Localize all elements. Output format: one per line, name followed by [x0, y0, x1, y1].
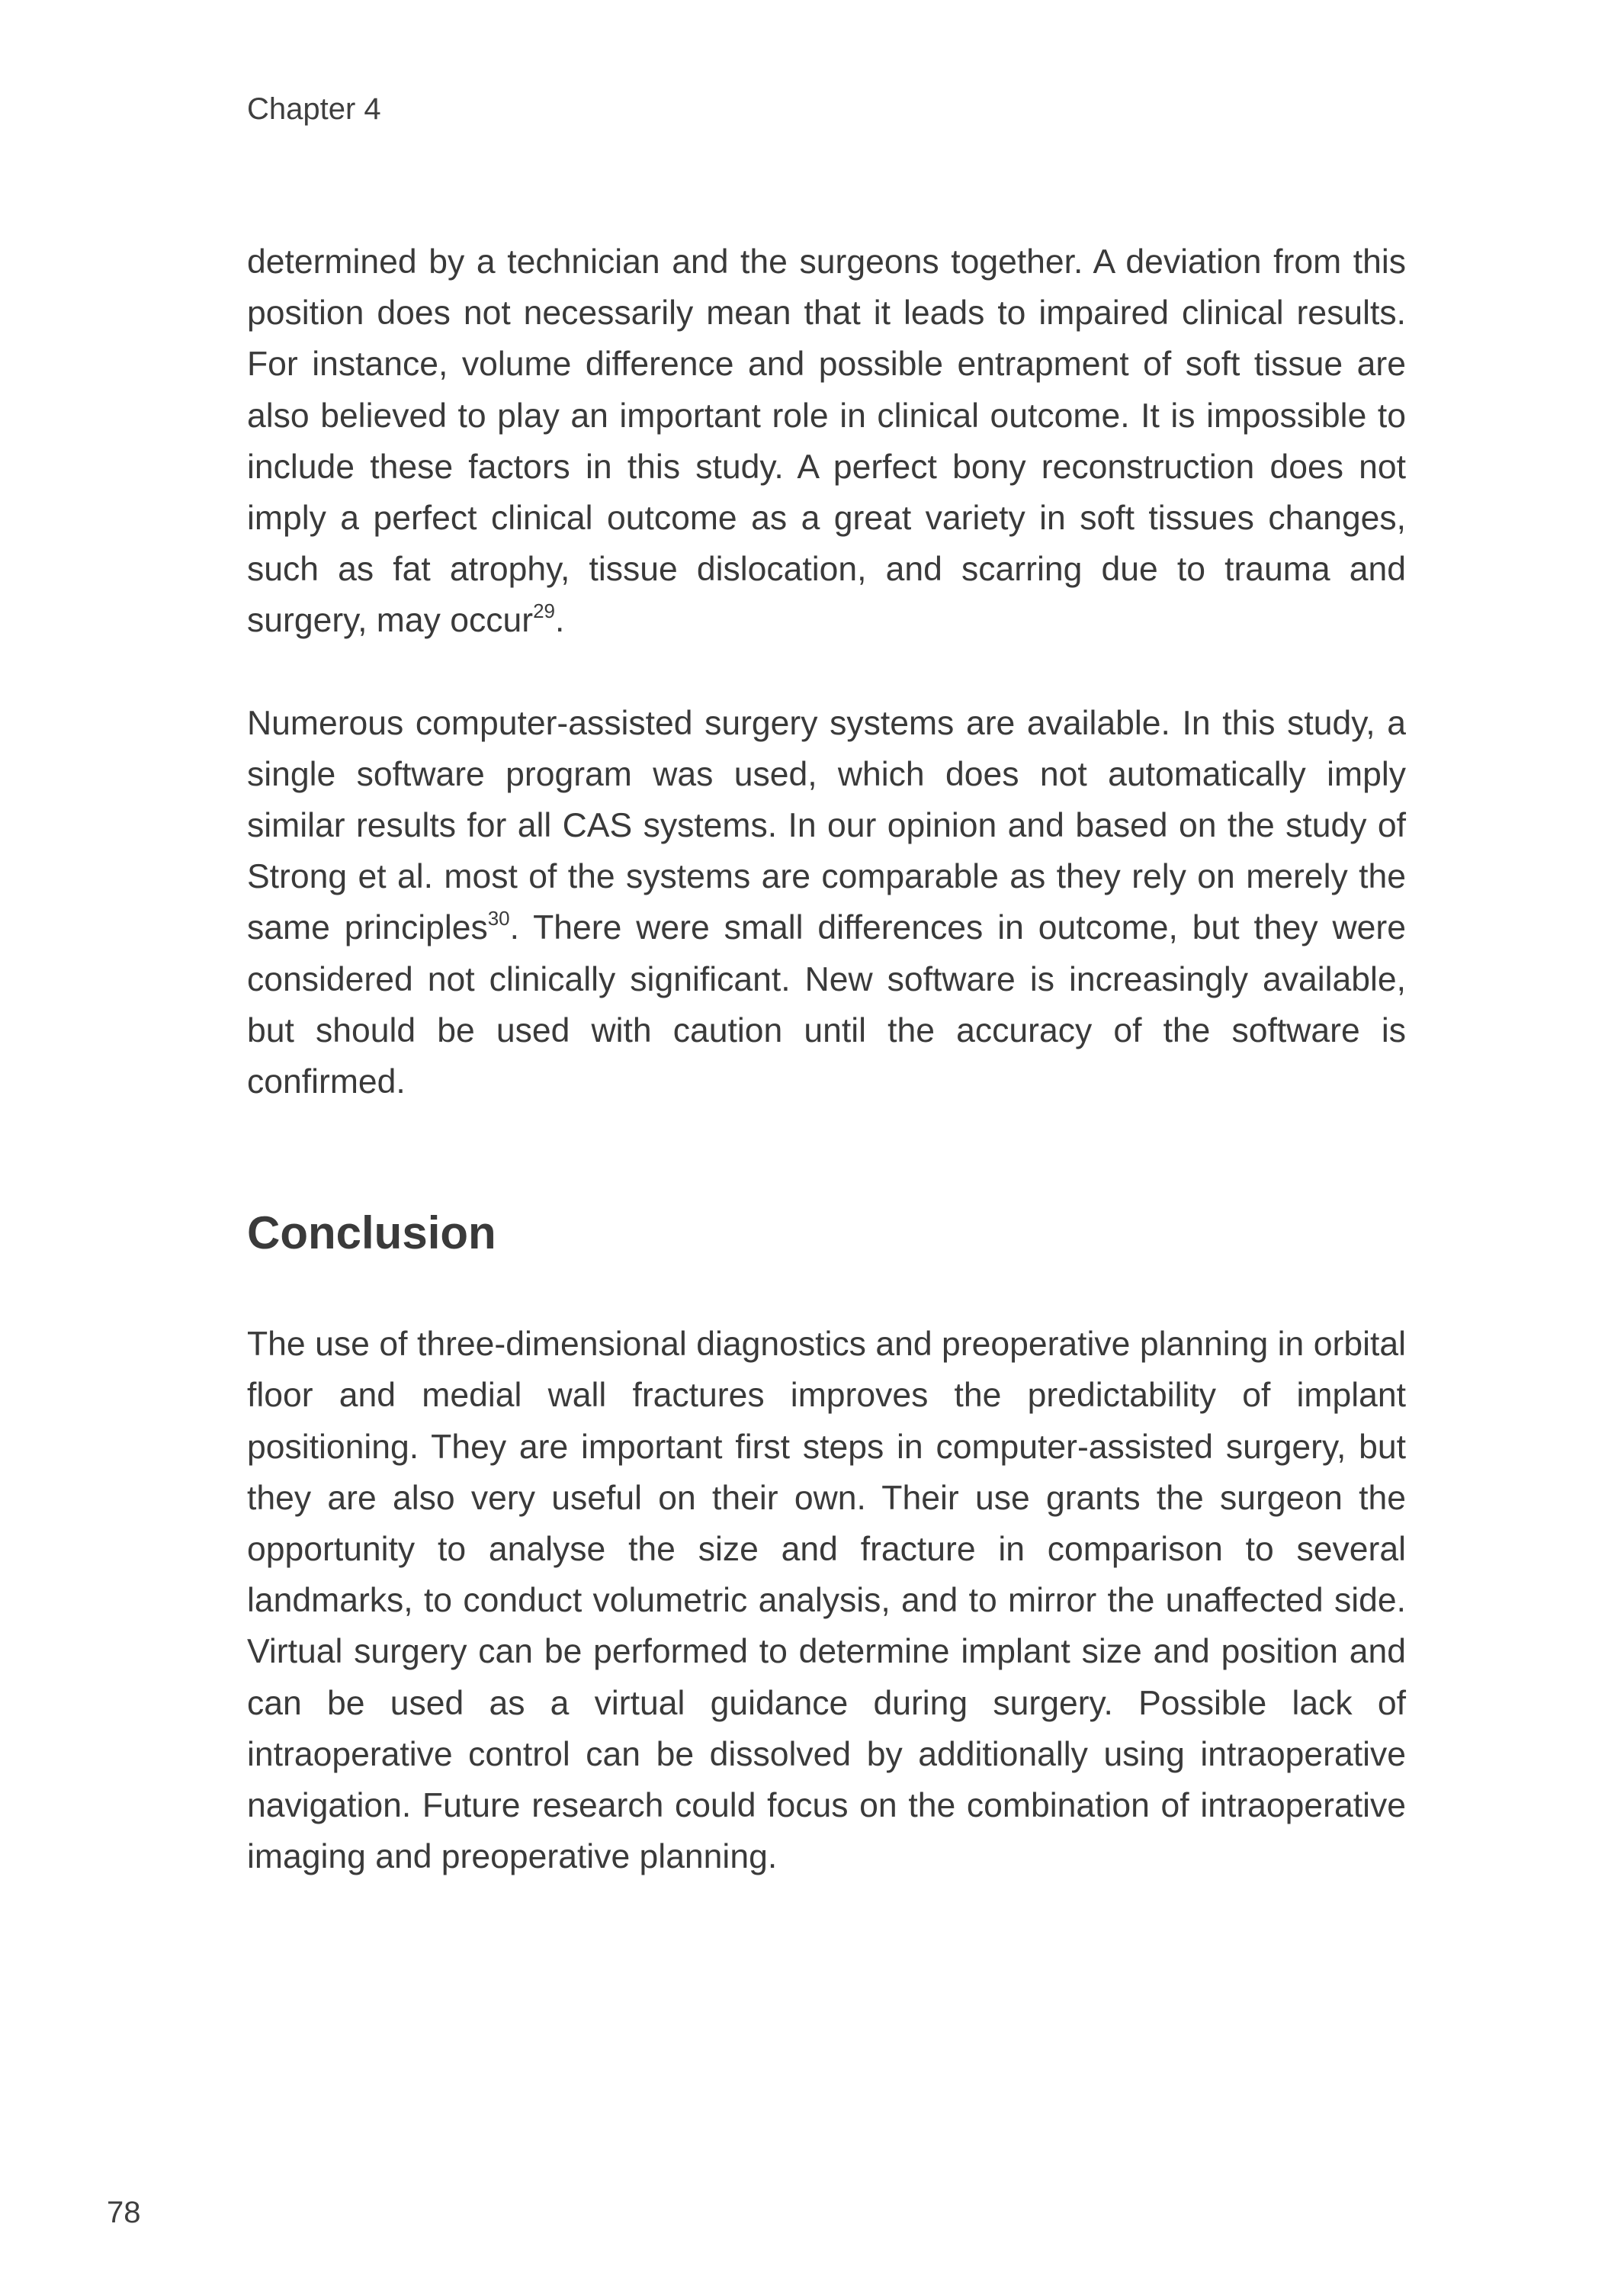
conclusion-paragraph: The use of three-dimensional diagnostics and preoperative planning in orbital floor and medial wall fractures improves the predictability of implant positioning. They are important first steps in computer-assisted surgery, but they are also very useful on their own. Their use grants the surgeon the opportunity to analyse the size and fracture in comparison to several landmarks, to conduct volumetric analysis, and to mirror the unaffected side. Virtual surgery can be performed to determine implant size and position and can be used as a virtual guidance during surgery. Possible lack of intraoperative control can be dissolved by additionally using intraoperative navigation. Future research could focus on the combination of intraoperative imaging and preoperative planning. [247, 1326, 1406, 1876]
page-body [247, 236, 1406, 1882]
section-heading-conclusion: Conclusion [247, 1207, 496, 1259]
page-number: 78 [107, 2196, 141, 2229]
paragraph-text: determined by a technician and the surgeons together. A deviation from this position does not necessarily mean that it leads to impaired clinical results. For instance, volume difference and possible entrapment of soft tissue are also believed to play an important role in clinical outcome. It is impossible to include these factors in this study. A perfect bony reconstruction does not imply a perfect clinical outcome as a great variety in soft tissues changes, such as fat atrophy, tissue dislocation, and scarring due to trauma and surgery, may occur [247, 243, 1406, 640]
citation-superscript: 29 [533, 599, 555, 623]
citation-superscript: 30 [487, 907, 510, 930]
running-head: Chapter 4 [247, 92, 381, 126]
body-paragraph [247, 698, 1406, 1108]
body-paragraph [247, 236, 1406, 647]
paragraph-text: Numerous computer-assisted surgery systems are available. In this study, a single software program was used, which does not automatically imply similar results for all CAS systems. In our opinion and based on the study of Strong et al. most of the systems are comparable as they rely on merely the same principles [247, 704, 1406, 947]
paragraph-text-continued: . There were small differences in outcome, but they were considered not clinically significant. New software is increasingly available, but should be used with caution until the accuracy of the software is confirmed. [247, 909, 1406, 1101]
paragraph-text-end: . [554, 602, 565, 640]
